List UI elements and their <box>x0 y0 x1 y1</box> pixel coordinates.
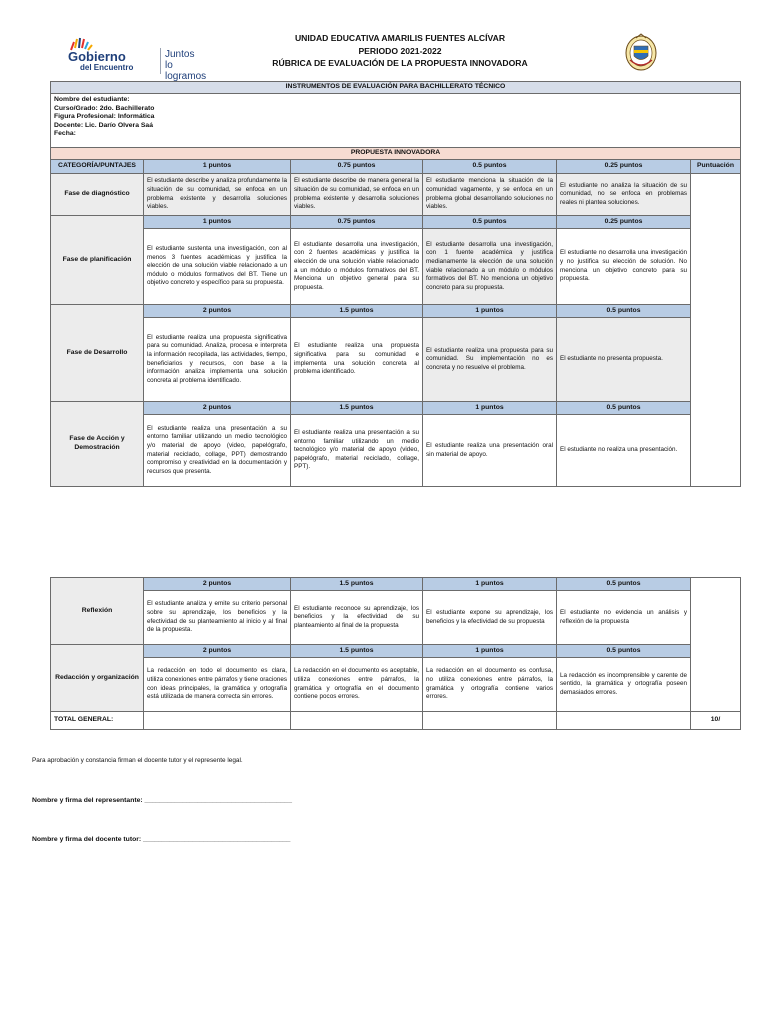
logo-slogan-line-1: Juntos <box>165 49 195 60</box>
criterion-description: El estudiante no realiza una presentación. <box>557 415 691 487</box>
points-label: 1 puntos <box>423 402 557 415</box>
points-label: 1 puntos <box>423 645 557 658</box>
table-row <box>51 229 741 305</box>
points-label: 1 puntos <box>423 305 557 318</box>
category-label: Redacción y organización <box>51 645 144 712</box>
table-row <box>51 415 741 487</box>
criterion-description: La redacción en todo el documento es clara, utiliza conexiones entre párrafos y tiene oraciones con ideas principales, la gramática y ortografía está utilizada de manera correcta sin errores. <box>144 658 291 712</box>
points-label: 1.5 puntos <box>291 645 423 658</box>
points-row <box>51 402 741 415</box>
document-header <box>50 28 740 80</box>
rubric-table <box>50 81 741 487</box>
student-info-block <box>51 94 741 148</box>
points-row <box>51 645 741 658</box>
tutor-signature-line[interactable]: Nombre y firma del docente tutor: _______________________________________ <box>32 836 291 843</box>
points-label: 1 puntos <box>423 578 557 591</box>
criterion-description: El estudiante reconoce su aprendizaje, los beneficios y la efectividad de su planteamiento al final de la propuesta <box>291 591 423 645</box>
date-field: Fecha: <box>54 130 76 138</box>
category-label: Fase de diagnóstico <box>51 174 144 216</box>
criterion-description: El estudiante expone su aprendizaje, los beneficios y la efectividad de su propuesta <box>423 591 557 645</box>
criterion-description: El estudiante no desarrolla una investigación y no justifica su elección de solución. No menciona un objetivo concreto para su propuesta. <box>557 229 691 305</box>
logo-slogan-line-2: lo logramos <box>165 60 207 82</box>
criterion-description: El estudiante realiza una presentación a su entorno familiar utilizando un medio tecnológico y/o material de apoyo (video, papelógrafo, material reciclado, collage, PPT). <box>291 415 423 487</box>
total-empty-cell <box>423 712 557 730</box>
total-empty-cell <box>557 712 691 730</box>
criterion-description: La redacción en el documento es aceptable, utiliza conexiones entre párrafos, la gramática y ortografía en el documento contiene pocos errores. <box>291 658 423 712</box>
school-seal-icon <box>624 32 658 72</box>
category-label: Fase de Desarrollo <box>51 305 144 402</box>
school-name: UNIDAD EDUCATIVA AMARILIS FUENTES ALCÍVAR <box>294 33 506 43</box>
points-label: 0.25 puntos <box>557 216 691 229</box>
criterion-description: El estudiante realiza una presentación oral sin material de apoyo. <box>423 415 557 487</box>
points-label: 0.75 puntos <box>291 216 423 229</box>
approval-note: Para aprobación y constancia firman el docente tutor y el represente legal. <box>32 757 243 764</box>
column-header: CATEGORÍA/PUNTAJES <box>51 160 144 174</box>
points-label: 1.5 puntos <box>291 305 423 318</box>
criterion-description: La redacción en el documento es confusa, no utiliza conexiones entre párrafos, la gramática y ortografía contiene varios errores. <box>423 658 557 712</box>
points-label: 0.5 puntos <box>557 578 691 591</box>
school-period: PERIODO 2021-2022 <box>358 45 442 56</box>
representative-signature-line[interactable]: Nombre y firma del representante: _______________________________________ <box>32 797 292 804</box>
column-header-row <box>51 160 741 174</box>
column-header: 1 puntos <box>144 160 291 174</box>
total-row <box>51 712 741 730</box>
criterion-description: El estudiante no analiza la situación de su comunidad, no se enfoca en problemas reales ni plantea soluciones. <box>557 174 691 216</box>
logo-gobierno-text: Gobierno <box>68 49 126 64</box>
profile-field: Figura Profesional: Informática <box>54 113 155 121</box>
criterion-description: El estudiante analiza y emite su criterio personal sobre su aprendizaje, los beneficios y la efectividad de su planteamiento al inicio y al final de la propuesta. <box>144 591 291 645</box>
criterion-description: La redacción es incomprensible y carente de sentido, la gramática y ortografía poseen demasiados errores. <box>557 658 691 712</box>
student-name-field: Nombre del estudiante: <box>54 96 130 103</box>
criterion-description: El estudiante no evidencia un análisis y reflexión de la propuesta <box>557 591 691 645</box>
logo-slogan <box>165 49 208 82</box>
table-row <box>51 591 741 645</box>
column-header: 0.25 puntos <box>557 160 691 174</box>
points-label: 2 puntos <box>144 578 291 591</box>
category-label: Fase de planificación <box>51 216 144 305</box>
table-band-title: INSTRUMENTOS DE EVALUACIÓN PARA BACHILLERATO TÉCNICO <box>51 82 741 94</box>
total-empty-cell <box>144 712 291 730</box>
points-label: 2 puntos <box>144 645 291 658</box>
rubric-table-continued <box>50 577 741 730</box>
points-label: 0.5 puntos <box>557 645 691 658</box>
points-row <box>51 305 741 318</box>
column-header: 0.75 puntos <box>291 160 423 174</box>
document-title <box>270 32 530 70</box>
gobierno-logo <box>68 36 208 82</box>
criterion-description: El estudiante realiza una presentación a su entorno familiar utilizando un medio tecnológico y/o material de apoyo (video, papelógrafo, material reciclado, collage, PPT) demostrando compromiso y creatividad en la documentación y recursos que presenta. <box>144 415 291 487</box>
points-row <box>51 216 741 229</box>
grade-field: Curso/Grado: 2do. Bachillerato <box>54 104 155 112</box>
rubric-title: RÚBRICA DE EVALUACIÓN DE LA PROPUESTA INNOVADORA <box>272 58 528 69</box>
category-label: Reflexión <box>51 578 144 645</box>
criterion-description: El estudiante desarrolla una investigación, con 2 fuentes académicas y justifica la elección de una solución viable relacionado a un módulo o módulos formativos del BT. Menciona un objetivo general para su propuesta. <box>291 229 423 305</box>
points-label: 2 puntos <box>144 402 291 415</box>
points-label: 1.5 puntos <box>291 402 423 415</box>
criterion-description: El estudiante describe y analiza profundamente la situación de su comunidad, se enfoca en un problema existente y desarrolla soluciones viables. <box>144 174 291 216</box>
criterion-description: El estudiante realiza una propuesta significativa para su comunidad e implementa una solución concreta al problema identificado. <box>291 318 423 402</box>
logo-del-encuentro-text: del Encuentro <box>80 63 134 72</box>
total-score[interactable]: 10/ <box>691 712 741 730</box>
criterion-description: El estudiante desarrolla una investigación, con 1 fuente académica y justifica medianamente la elección de una solución viable relacionado a un módulo o módulos formativos del BT. No menciona un objetivo concreto para su propuesta. <box>423 229 557 305</box>
criterion-description: El estudiante no presenta propuesta. <box>557 318 691 402</box>
score-cell[interactable] <box>691 174 741 487</box>
points-label: 1.5 puntos <box>291 578 423 591</box>
total-empty-cell <box>291 712 423 730</box>
table-row <box>51 174 741 216</box>
category-label: Fase de Acción y Demostración <box>51 402 144 487</box>
criterion-description: El estudiante describe de manera general la situación de su comunidad, se enfoca en un problema existente y desarrolla soluciones viables. <box>291 174 423 216</box>
criterion-description: El estudiante menciona la situación de la comunidad vagamente, y se enfoca en un problema global desarrollando soluciones no viables. <box>423 174 557 216</box>
table-row <box>51 318 741 402</box>
logo-divider <box>160 48 161 74</box>
table-row <box>51 658 741 712</box>
points-label: 2 puntos <box>144 305 291 318</box>
column-header: Puntuación <box>691 160 741 174</box>
criterion-description: El estudiante realiza una propuesta para su comunidad. Su implementación no es concreta y no resuelve el problema. <box>423 318 557 402</box>
points-row <box>51 578 741 591</box>
score-cell[interactable] <box>691 578 741 712</box>
points-label: 0.5 puntos <box>557 402 691 415</box>
section-title: PROPUESTA INNOVADORA <box>51 148 741 160</box>
total-label: TOTAL GENERAL: <box>51 712 144 730</box>
points-label: 1 puntos <box>144 216 291 229</box>
teacher-field: Docente: Lic. Darío Olvera Saá <box>54 121 153 129</box>
points-label: 0.5 puntos <box>557 305 691 318</box>
column-header: 0.5 puntos <box>423 160 557 174</box>
points-label: 0.5 puntos <box>423 216 557 229</box>
criterion-description: El estudiante realiza una propuesta significativa para su comunidad. Analiza, procesa e interpreta la información recopilada, las actividades, tiempo, beneficiarios y recursos, con base a la información analiza implementa una solución concreta al problema identificado. <box>144 318 291 402</box>
criterion-description: El estudiante sustenta una investigación, con al menos 3 fuentes académicas y justifica la elección de una solución viable relacionado a un módulo o módulos formativos del BT. Tiene un objetivo concreto y específico para su propuesta. <box>144 229 291 305</box>
